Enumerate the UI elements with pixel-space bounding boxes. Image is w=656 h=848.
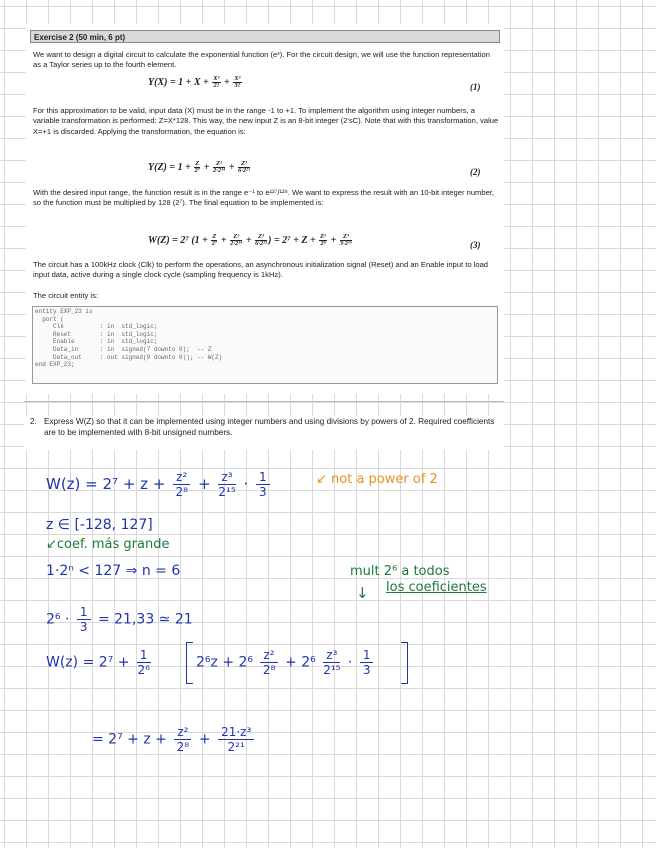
equation-3-label: (3) — [470, 240, 481, 250]
transformation-paragraph: For this approximation to be valid, input data (X) must be in the range -1 to +1. To implement the algorithm using integer numbers, a variable transformation is performed: Z=X*128. This way, the new input Z is an 8-bit integer (2'sC). Note that with this transformation, value X=+1 is discarded. Applying the transformation, the equation is: — [33, 106, 499, 136]
hw-coefficient-calc: 2⁶ · $\frac{1}{3}$ = 21,33 ≃ 21 — [46, 605, 193, 634]
hw-not-power-of-two-note: ↙ not a power of 2 — [316, 472, 438, 487]
entity-heading: The circuit entity is: — [33, 291, 98, 300]
hw-mult-note-line-2: los coeficientes — [386, 580, 487, 595]
equation-2-label: (2) — [470, 167, 481, 177]
range-paragraph: With the desired input range, the function result is in the range e⁻¹ to e¹²⁷/¹²⁸. We want to express the result with an 10-bit integer number, so the function must be multiplied by 128 (2⁷). The final equation to be implemented is: — [33, 188, 495, 208]
hw-open-bracket — [186, 642, 193, 684]
section-divider — [24, 401, 504, 402]
question-number: 2. — [30, 417, 37, 426]
hw-input-range: z ∈ [-128, 127] — [46, 517, 153, 533]
intro-paragraph: We want to design a digital circuit to calculate the exponential function (eˣ). For the circuit design, we will use the function representation as a Taylor series up to the fourth element. — [33, 50, 490, 70]
equation-1: Y(X) = 1 + X + $\frac{\text{X²}}{2!}$ + $\frac{\text{X³}}{3!}$ — [148, 75, 241, 89]
question-text: Express W(Z) so that it can be implemented using integer numbers and using divisions by powers of 2. Required coefficients are to be implemented with 8-bit unsigned numbers. — [44, 417, 495, 437]
equation-3: W(Z) = 2⁷ (1 + $\frac{Z}{\text{2⁷}}$ + $\frac{\text{Z²}}{\text{2·2¹⁴}}$ + $\frac{\text{Z³}}{\text{6·2²¹}}$ ) = 2⁷ + Z + $\frac{\text{Z²}}{\text{2⁸}}$ + $\frac{\text{Z³}}{\text{3·2¹⁵}}$ — [148, 233, 353, 247]
hw-final-result: = 2⁷ + z + $\frac{\text{z²}}{\text{2⁸}}$ + $\frac{\text{21·z³}}{\text{2²¹}}$ — [92, 725, 257, 754]
exercise-title: Exercise 2 (50 min, 6 pt) — [30, 30, 500, 43]
hw-inequality: 1·2ⁿ < 127 ⇒ n = 6 — [46, 563, 181, 579]
hw-mult-note-line-1: mult 2⁶ a todos — [350, 564, 450, 579]
hw-equation-line-1: W(z) = 2⁷ + z + $\frac{\text{z²}}{\text{2⁸}}$ + $\frac{\text{z³}}{\text{2¹⁵}}$ · $\frac{1}{3}$ — [46, 470, 273, 499]
clock-paragraph: The circuit has a 100kHz clock (Clk) to perform the operations, an asynchronous initialization signal (Reset) and an Enable input to load input data, active during a single clock cycle (sampling frequency is 1kHz). — [33, 260, 489, 280]
equation-2: Y(Z) = 1 + $\frac{Z}{\text{2⁷}}$ + $\frac{\text{Z²}}{\text{2·2¹⁴}}$ + $\frac{\text{Z³}}{\text{6·2²¹}}$ — [148, 160, 251, 174]
question-2 — [24, 416, 504, 450]
hw-w-inner-terms: 2⁶z + 2⁶ $\frac{\text{z²}}{\text{2⁸}}$ + 2⁶ $\frac{\text{z³}}{\text{2¹⁵}}$ · $\frac{1}{3}$ — [196, 648, 376, 677]
vhdl-entity-code: entity EXP_23 is port ( Clk : in std_logic; Reset : in std_logic; Enable : in std_logic; Data_in : in signed(7 downto 0); -- Z Data_out : out signed(9 downto 0)); -- W(Z) end EXP_23; — [32, 306, 498, 384]
hw-w-expansion: W(z) = 2⁷ + $\frac{1}{\text{2⁶}}$ — [46, 648, 150, 677]
hw-largest-coef-note: ↙coef. más grande — [46, 537, 170, 552]
hw-down-arrow: ↓ — [356, 584, 369, 602]
hw-close-bracket — [401, 642, 408, 684]
equation-1-label: (1) — [470, 82, 481, 92]
